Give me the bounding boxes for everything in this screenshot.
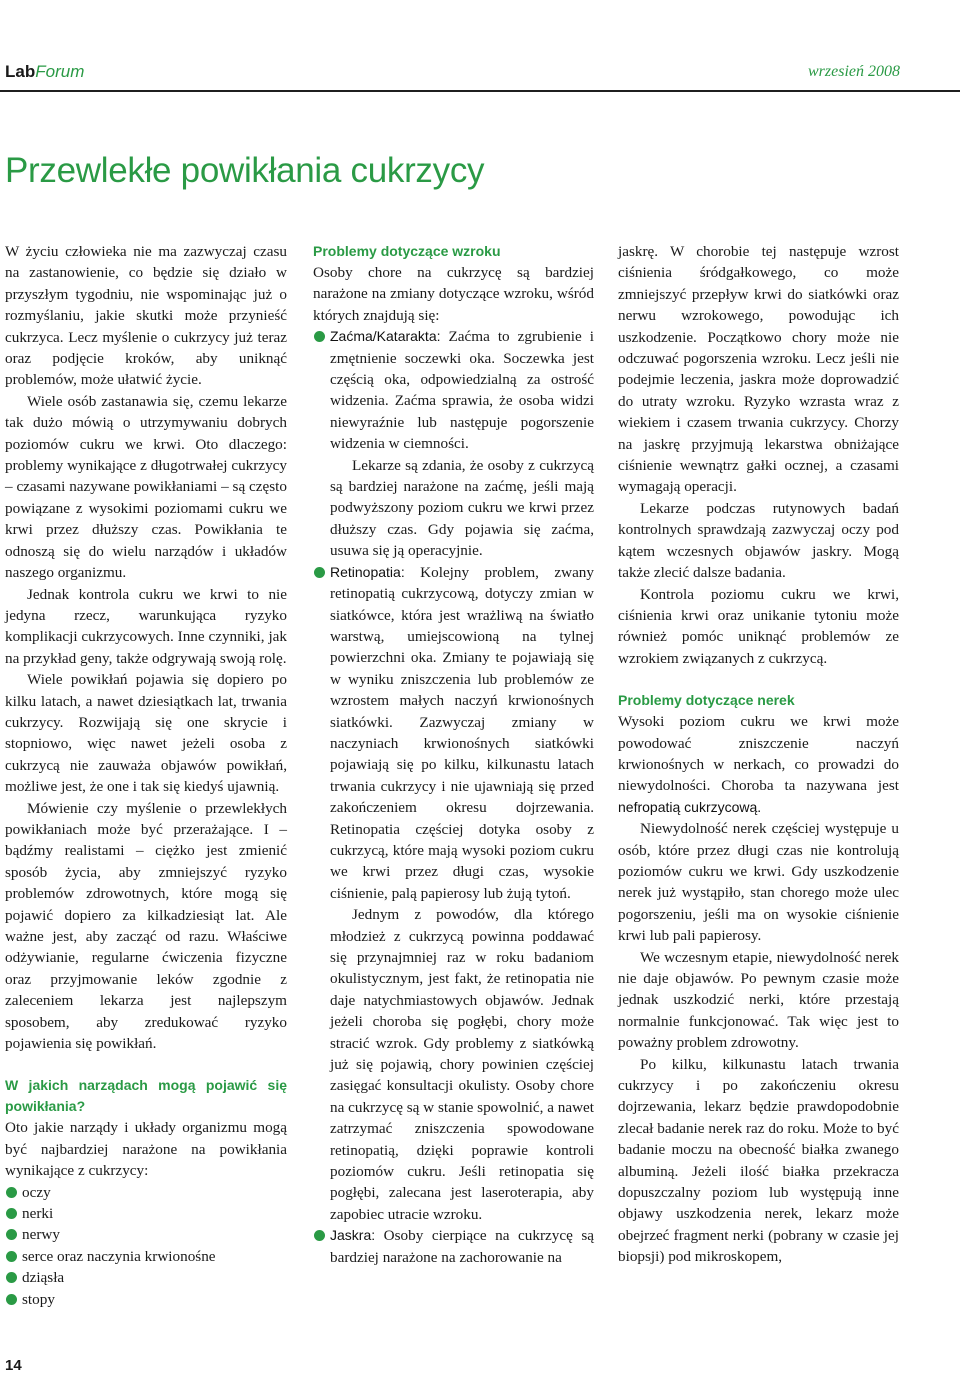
- bullet-icon: [6, 1294, 17, 1305]
- paragraph: jaskrę. W chorobie tej następuje wzrost ciśnienia śródgałkowego, co może zmniejszyć przepływ krwi do siatkówki oraz nerwu wzrokowego, powodując ich uszkodzenie. Początkowo chory może nie odczuwać pogorszenia wzroku. Lecz jeśli nie podejmie leczenia, jaskra może doprowadzić do utraty wzroku. Ryzyko wzrasta wraz z wiekiem i czasem trwania cukrzycy. Chorzy na jaskrę przyjmują lekarstwa obniżające ciśnienie wewnątrz gałki ocznej, a czasami wymagają operacji.: [618, 243, 899, 496]
- paragraph: Mówienie czy myślenie o przewlekłych powikłaniach może być przerażające. I – bądźmy realistami – ciężko jest zmienić sposób życia, aby zmniejszyć ryzyko problemów zdrowotnych, które mogą się pojawić dopiero za kilkadziesiąt lat. Ale ważne jest, aby zacząć od razu. Właściwe odżywianie, regularne ćwiczenia fizyczne oraz przyjmowanie leków zgodnie z zaleceniem lekarza jest najlepszym sposobem, aby zredukować ryzyko pojawienia się powikłań.: [5, 799, 287, 1053]
- term-cataract: Zaćma/Katarakta:: [330, 328, 441, 345]
- section-heading-kidneys: Problemy dotyczące nerek: [618, 692, 795, 709]
- section-heading-vision: Problemy dotyczące wzroku: [313, 243, 501, 259]
- list-item: dziąsła: [5, 1267, 287, 1288]
- paragraph: Jednak kontrola cukru we krwi to nie jedyna rzecz, warunkująca ryzyko komplikacji cukrzycowych. Inne czynniki, jak na przykład geny, także odgrywają swoją rolę.: [5, 585, 287, 667]
- bullet-icon: [6, 1272, 17, 1283]
- paragraph: We wczesnym etapie, niewydolność nerek nie daje objawów. Po pewnym czasie może jednak uszkodzić nerki, które przestają normalnie funkcjonować. Tak więc jest to poważny problem zdrowotny.: [618, 948, 899, 1052]
- term-glaucoma: Jaskra:: [330, 1227, 376, 1244]
- header-divider: [0, 90, 960, 92]
- paragraph: Lekarze są zdania, że osoby z cukrzycą są bardziej narażone na zaćmę, jeśli mają podwyższony poziom cukru we krwi przez dłuższy czas. Gdy pojawia się zaćma, usuwa się ją operacyjnie.: [330, 456, 594, 560]
- page-number: 14: [5, 1357, 22, 1374]
- vision-list: [313, 326, 594, 1268]
- paragraph: Po kilku, kilkunastu latach trwania cukrzycy i po zakończeniu okresu dojrzewania, lekarz będzie prawdopodobnie zlecał badanie nerek raz do roku. Może to być badanie moczu na obecność białka zwanego albuminą. Jeżeli ilość białka przekracza dopuszczalny poziom lub występują inne objawy uszkodzenia nerek, lekarz może obejrzeć fragment nerki (pobrany w czasie jej biopsji) pod mikroskopem,: [618, 1055, 899, 1266]
- list-item: serce oraz naczynia krwionośne: [5, 1246, 287, 1267]
- paragraph: Kontrola poziomu cukru we krwi, ciśnienia krwi oraz unikanie tytoniu może również pomóc uniknąć problemów ze wzrokiem związanych z cukrzycą.: [618, 585, 899, 667]
- brand-lab: Lab: [5, 62, 36, 81]
- spacer: [5, 1054, 287, 1075]
- paragraph: Oto jakie narządy i układy organizmu mogą być najbardziej narażone na powikłania wynikające z cukrzycy:: [5, 1119, 287, 1180]
- column-1: [5, 241, 287, 1310]
- term-nephropathy: nefropatią cukrzycową.: [618, 798, 762, 815]
- column-2: [313, 241, 594, 1268]
- paragraph: Osoby chore na cukrzycę są bardziej narażone na zmiany dotyczące wzroku, wśród których znajdują się:: [313, 264, 594, 324]
- term-retinopathy: Retinopatia:: [330, 563, 405, 580]
- article-title: Przewlekłe powikłania cukrzycy: [5, 151, 485, 190]
- bullet-icon: [6, 1251, 17, 1262]
- paragraph: Jednym z powodów, dla którego młodzież z cukrzycą powinna poddawać się przynajmniej raz w roku badaniom okulistycznym, jest fakt, że retinopatia nie daje natychmiastowych objawów. Jednak jeżeli choroba się pogłębi, chory może stracić wzrok. Gdy problemy z siatkówką już się pojawią, chory powinien częściej zasięgać konsultacji okulisty. Osoby chore na cukrzycę są w stanie spowolnić, a nawet zatrzymać zniszczenia spowodowane retinopatią, dzięki poprawie kontroli poziomów cukru. Jeśli retinopatia się pogłębi, zalecana jest laseroterapia, aby zapobiec utracie wzroku.: [330, 906, 594, 1223]
- section-heading-organs: W jakich narządach mogą pojawić się powikłania?: [5, 1077, 287, 1115]
- paragraph: Wysoki poziom cukru we krwi może powodować zniszczenie naczyń krwionośnych w nerkach, co prowadzi do niewydolności. Choroba ta nazywana jest nefropatią cukrzycową.: [618, 713, 899, 815]
- paragraph: Wiele osób zastanawia się, czemu lekarze tak dużo mówią o utrzymywaniu dobrych poziomów cukru we krwi. Oto dlaczego: problemy wynikające z długotrwałej cukrzycy – czasami nazywane powikłaniami – są często powiązane z wysokimi poziomami cukru we krwi przez dłuższy czas. Powikłania te odnoszą się do wielu narządów i układów naszego organizmu.: [5, 392, 287, 582]
- bullet-icon: [6, 1187, 17, 1198]
- bullet-icon: [314, 1230, 325, 1241]
- list-item: nerki: [5, 1203, 287, 1224]
- organ-list: [5, 1182, 287, 1310]
- paragraph: Wiele powikłań pojawia się dopiero po kilku latach, a nawet dziesiątkach lat, trwania cukrzycy. Rozwijają się one skrycie i stopniowo, więc nawet jeżeli osoba z cukrzycą nie zauważa objawów powikłań, możliwe jest, że one i tak się kiedyś ujawnią.: [5, 671, 287, 796]
- paragraph: W życiu człowieka nie ma zazwyczaj czasu na zastanowienie, co będzie się działo w przyszłym tygodniu, nie wspominając już o rozmyślaniu, jakie skutki może przynieść cukrzyca. Lecz myślenie o cukrzycy już teraz oraz podjęcie kroków, aby uniknąć problemów, może ułatwić życie.: [5, 243, 287, 389]
- paragraph: Niewydolność nerek częściej występuje u osób, które przez długi czas nie kontrolują poziomów cukru we krwi. Gdy uszkodzenie nerek już wystąpiło, stan chorego może ulec pogorszeniu, jeśli ma on wysokie ciśnienie krwi lub pali papierosy.: [618, 820, 899, 945]
- list-item-retinopathy: Retinopatia: Kolejny problem, zwany retinopatią cukrzycową, dotyczy zmian w siatkówce, która jest wrażliwą na światło warstwą, umiejscowioną na tylnej powierzchni oka. Zmiany te pojawiają się w wyniku zniszczenia lub problemów ze wzrostem małych naczyń krwionośnych siatkówki. Zazwyczaj zmiany w naczyniach krwionośnych siatkówki pojawiają się po kilku, kilkunastu latach trwania cukrzycy i nie ujawniają się przed zakończeniem okresu dojrzewania. Retinopatia częściej dotyka osoby z cukrzycą, które mają wysoki poziom cukru we krwi przez długi czas, wysokie ciśnienie, palą papierosy lub żują tytoń. Jednym z powodów, dla którego młodzież z cukrzycą powinna poddawać się przynajmniej raz w roku badaniom okulistycznym, jest fakt, że retinopatia nie daje natychmiastowych objawów. Jednak jeżeli choroba się pogłębi, chory może stracić wzrok. Gdy problemy z siatkówką już się pojawią, chory powinien częściej zasięgać konsultacji okulisty. Osoby chore na cukrzycę są w stanie spowolnić, a nawet zatrzymać zniszczenia spowodowane retinopatią, dzięki poprawie kontroli poziomów cukru. Jeśli retinopatia się pogłębi, zalecana jest laseroterapia, aby zapobiec utracie wzroku.: [313, 562, 594, 1226]
- brand-forum: Forum: [35, 62, 85, 81]
- bullet-icon: [6, 1208, 17, 1219]
- issue-date: wrzesień 2008: [808, 63, 900, 80]
- list-item: nerwy: [5, 1224, 287, 1245]
- list-item: oczy: [5, 1182, 287, 1203]
- list-item-glaucoma: Jaskra: Osoby cierpiące na cukrzycę są bardziej narażone na zachorowanie na: [313, 1225, 594, 1268]
- bullet-icon: [314, 331, 325, 342]
- paragraph: Lekarze podczas rutynowych badań kontrolnych sprawdzają zazwyczaj oczy pod kątem wczesnych objawów jaskry. Mogą także zlecić dalsze badania.: [618, 499, 899, 582]
- column-3: [618, 241, 899, 1268]
- bullet-icon: [6, 1229, 17, 1240]
- spacer: [618, 669, 899, 690]
- brand-logo: [5, 62, 84, 82]
- list-item: stopy: [5, 1289, 287, 1310]
- bullet-icon: [314, 567, 325, 578]
- list-item-cataract: Zaćma/Katarakta: Zaćma to zgrubienie i zmętnienie soczewki oka. Soczewka jest częścią oka, odpowiedzialną za ostrość widzenia. Zaćma sprawia, że osoba widzi niewyraźnie lub następuje pogorszenie widzenia w ciemności. Lekarze są zdania, że osoby z cukrzycą są bardziej narażone na zaćmę, jeśli mają podwyższony poziom cukru we krwi przez dłuższy czas. Gdy pojawia się zaćma, usuwa się ją operacyjnie.: [313, 326, 594, 561]
